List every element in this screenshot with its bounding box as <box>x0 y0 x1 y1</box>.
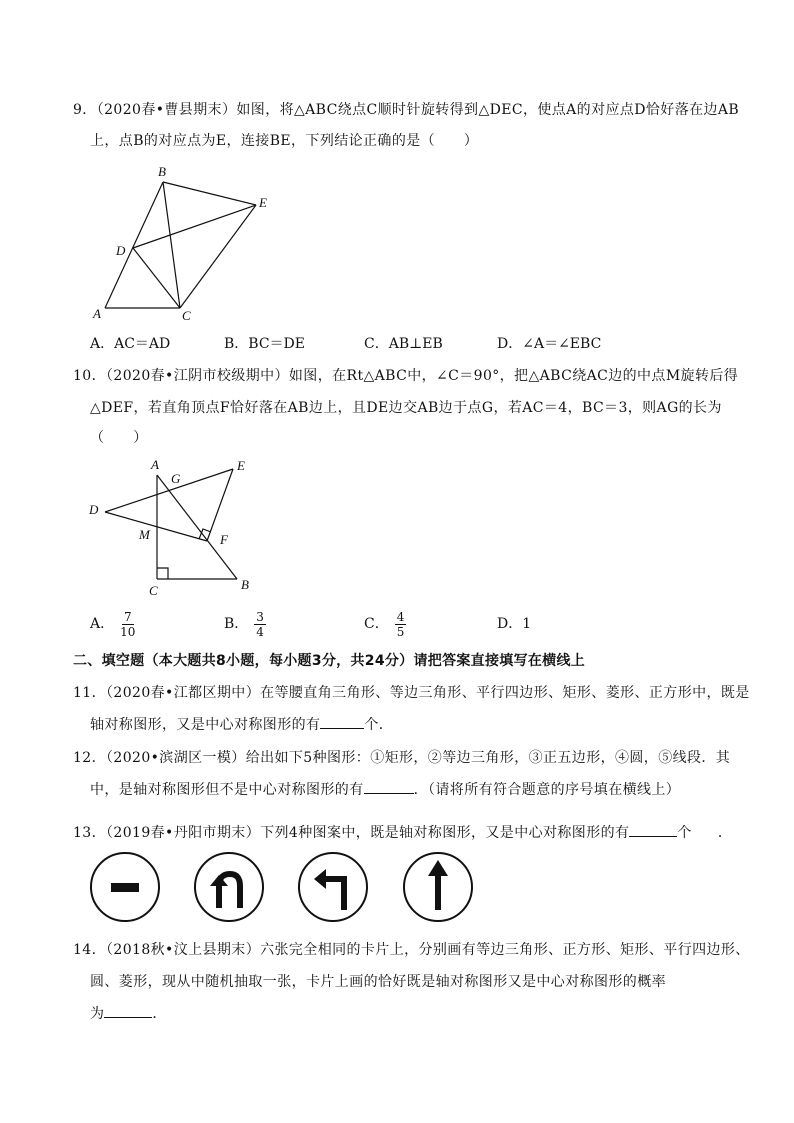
q10-option-c-fraction <box>395 610 407 639</box>
q10-option-a <box>90 608 135 640</box>
q10-option-c <box>364 608 406 640</box>
q9-option-b: B．BC＝DE <box>224 336 305 352</box>
q10-option-d-letter: D． <box>497 616 523 632</box>
q10-seg-EF <box>207 469 233 541</box>
q9-figure <box>88 160 288 330</box>
q10-label-A: A <box>151 457 159 472</box>
q13-answer-blank[interactable] <box>629 822 677 837</box>
q10-label-D: D <box>89 502 99 517</box>
q14-line3 <box>90 1003 167 1024</box>
q9-option-c: C．AB⊥EB <box>364 336 443 352</box>
q13-text-b: 个 <box>677 825 692 841</box>
q12-text-b: ．（请将所有符合题意的序号填在横线上） <box>413 782 681 798</box>
q9-option-d: D．∠A＝∠EBC <box>497 336 602 352</box>
q10-option-b-fraction <box>254 610 266 639</box>
q10-option-c-num: 4 <box>396 609 405 624</box>
q10-seg-DF <box>105 512 207 541</box>
minus-sign-icon <box>91 853 159 921</box>
q14-answer-blank[interactable] <box>104 1003 152 1018</box>
q10-figure <box>85 455 275 605</box>
q12-line1: 12．（2020•滨湖区一模）给出如下5种图形：①矩形，②等边三角形，③正五边形，④圆，⑤线段．其 <box>73 750 731 766</box>
up-arrow-icon <box>404 853 472 921</box>
q14-line1: 14．（2018秋•汶上县期末）六张完全相同的卡片上，分别画有等边三角形、正方形、矩形、平行四边形、 <box>73 942 750 958</box>
q10-line2: △DEF，若直角顶点F恰好落在AB边上，且DE边交AB边于点G，若AC＝4，BC＝3，则AG的长为 <box>90 400 722 416</box>
q10-seg-DE <box>105 469 233 512</box>
q10-option-b-den: 4 <box>256 624 264 639</box>
q9-option-a: A．AC＝AD <box>90 336 171 352</box>
q11-answer-blank[interactable] <box>320 714 364 729</box>
q12-text-a: 中，是轴对称图形但不是中心对称图形的有 <box>90 782 364 798</box>
q13-text-a: 13．（2019春•丹阳市期末）下列4种图案中，既是轴对称图形，又是中心对称图形的有 <box>73 825 630 841</box>
q11-line1: 11．（2020春•江都区期中）在等腰直角三角形、等边三角形、平行四边形、矩形、菱形、正方形中，既是 <box>73 685 750 701</box>
q10-label-M: M <box>139 527 150 542</box>
q10-line3: （ ） <box>90 430 148 446</box>
q11-text-b: 个． <box>364 717 394 733</box>
left-turn-arrow-icon <box>299 853 367 921</box>
q10-label-G: G <box>171 471 181 486</box>
q9-seg-EC <box>180 205 256 308</box>
q10-option-b-letter: B． <box>224 616 249 632</box>
q12-answer-blank[interactable] <box>364 779 414 794</box>
q10-option-d-text: 1 <box>522 616 532 632</box>
q13-icons <box>88 852 478 924</box>
q14-text-b: ． <box>152 1006 167 1022</box>
q11-text-a: 轴对称图形，又是中心对称图形的有 <box>90 717 321 733</box>
u-turn-arrow-icon <box>195 853 263 921</box>
q14-text-a: 为 <box>90 1006 105 1022</box>
q10-label-C: C <box>149 583 158 598</box>
q9-line1: 9．（2020春•曹县期末）如图，将△ABC绕点C顺时针旋转得到△DEC，使点A的对应点D恰好落在边AB <box>73 102 740 118</box>
q10-right-angle-C <box>157 568 168 579</box>
q11-line2 <box>90 714 393 735</box>
q9-label-E: E <box>259 195 267 210</box>
q10-option-a-den: 10 <box>120 624 136 639</box>
q10-option-a-fraction <box>120 610 135 639</box>
q13-text-c: ． <box>717 825 733 841</box>
q14-line2: 圆、菱形，现从中随机抽取一张，卡片上画的恰好既是轴对称图形又是中心对称图形的概率 <box>90 974 666 990</box>
section-heading: 二、填空题（本大题共8小题，每小题3分，共24分）请把答案直接填写在横线上 <box>73 653 586 669</box>
q12-line2 <box>90 779 680 800</box>
q9-label-B: B <box>158 164 166 179</box>
q10-option-a-num: 7 <box>123 609 132 624</box>
q9-line2: 上，点B的对应点为E，连接BE，下列结论正确的是（ ） <box>90 133 479 149</box>
q9-seg-AB <box>105 182 163 308</box>
q10-line1: 10．（2020春•江阴市校级期中）如图，在Rt△ABC中，∠C＝90°，把△ABC绕AC边的中点M旋转后得 <box>73 368 739 384</box>
q9-seg-BE <box>163 182 256 205</box>
q9-label-C: C <box>182 308 191 323</box>
q10-option-b-num: 3 <box>256 609 264 624</box>
q10-label-B: B <box>241 577 249 592</box>
q10-label-E: E <box>237 458 245 473</box>
q10-label-F: F <box>220 532 228 547</box>
q10-option-c-den: 5 <box>396 624 405 639</box>
q10-option-b <box>224 608 266 640</box>
q9-label-A: A <box>93 306 101 321</box>
q9-seg-DE <box>133 205 256 248</box>
q10-option-d <box>497 608 531 640</box>
q9-label-D: D <box>116 243 126 258</box>
q10-option-c-letter: C． <box>364 616 389 632</box>
q13-line1 <box>73 822 732 843</box>
q10-option-a-letter: A． <box>90 616 115 632</box>
